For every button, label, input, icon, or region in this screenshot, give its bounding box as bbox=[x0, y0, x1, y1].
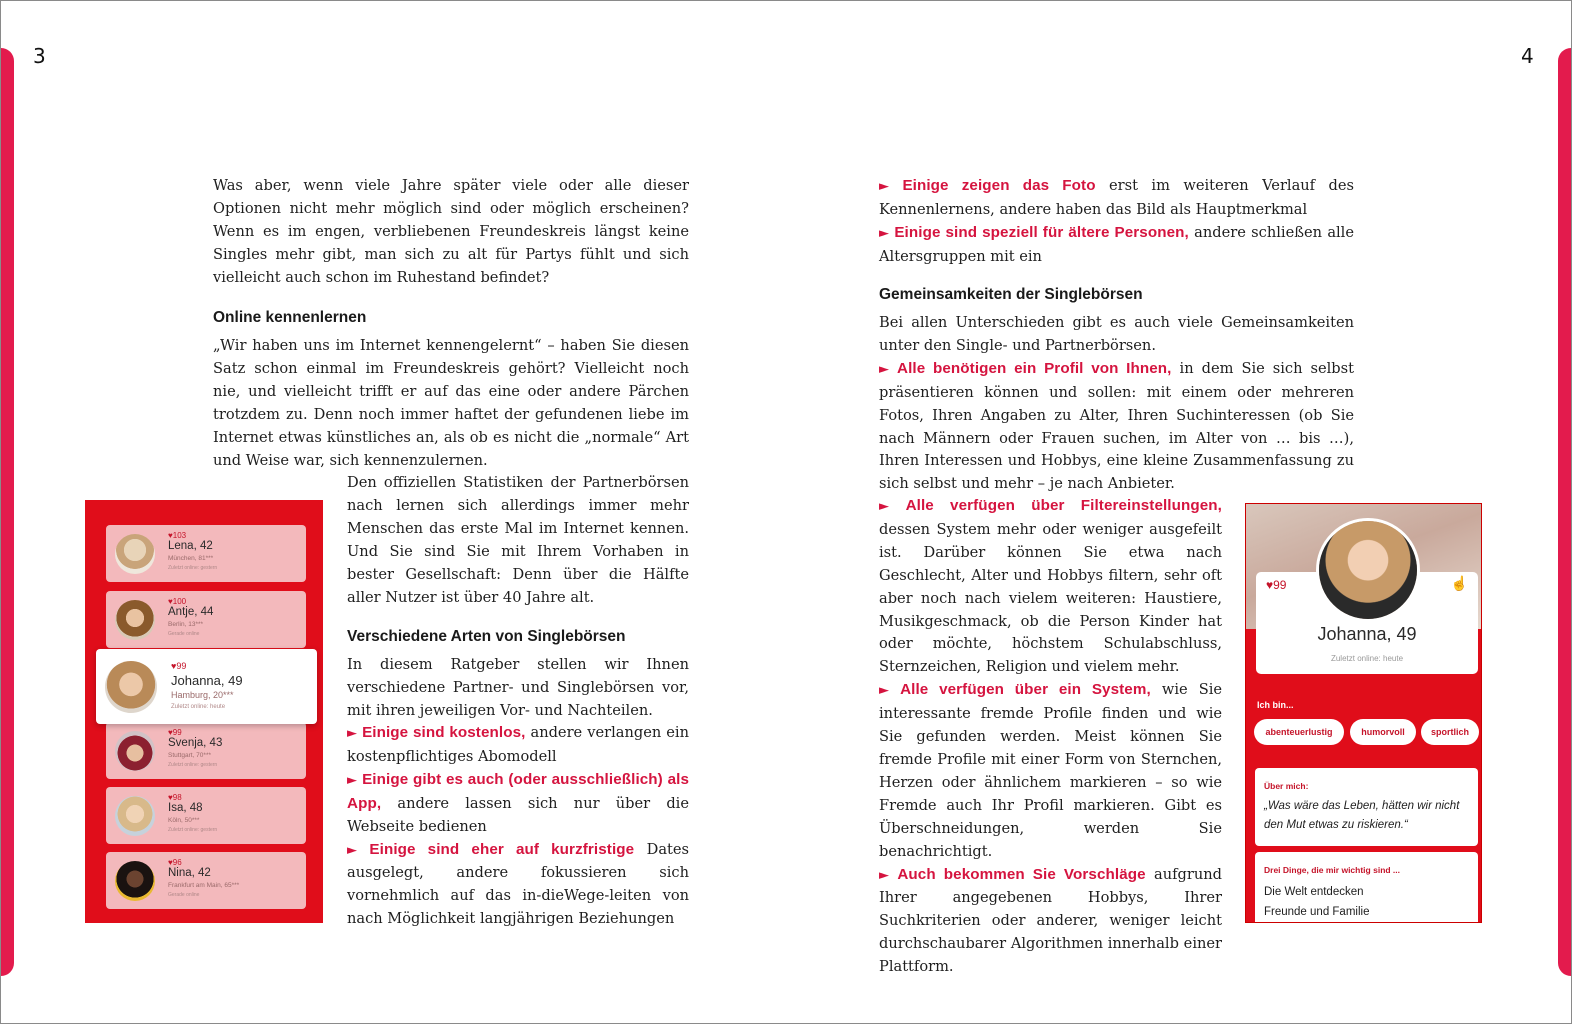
profile-card bbox=[106, 525, 306, 582]
profile-status: Gerade online bbox=[168, 631, 200, 637]
avatar bbox=[105, 661, 157, 713]
bullet-item: ► Auch bekommen Sie Vorschläge aufgrund Ihrer angegebenen Hobbys, Ihrer Suchkriterien oder anderer, weniger leicht durchschaubarer Algorithmen innerhalb einer Plattform. bbox=[879, 865, 1222, 976]
three-things-label: Drei Dinge, die mir wichtig sind ... bbox=[1264, 865, 1401, 875]
profile-name: Lena, 42 bbox=[168, 540, 213, 552]
about-label: Über mich: bbox=[1264, 781, 1309, 791]
avatar bbox=[115, 600, 155, 640]
profile-list-screenshot bbox=[85, 500, 323, 923]
arrow-icon: ► bbox=[879, 867, 889, 883]
profile-avatar bbox=[1316, 518, 1420, 622]
profile-card bbox=[106, 591, 306, 648]
list-item: Die Welt entdecken bbox=[1264, 886, 1364, 898]
right-main-text bbox=[879, 312, 1354, 496]
bullet-item: ► Einige gibt es auch (oder ausschließlich) als App, andere lassen sich nur über die Webseite bedienen bbox=[347, 770, 690, 835]
bullet-item: ► Alle verfügen über ein System, wie Sie interessante fremde Profile finden und wie Sie gefunden werden. Meist können Sie fremde Profile mit einer Form von Sternchen, Herzen oder ähnlichem markieren – so wie Fremde auch Ihr Profil markieren. Gibt es Überschneidungen, werden Sie benachrichtigt. bbox=[879, 681, 1223, 860]
likes-count: ♥98 bbox=[168, 793, 182, 802]
heading-online-kennenlernen: Online kennenlernen bbox=[213, 309, 367, 326]
profile-city: Frankfurt am Main, 65*** bbox=[168, 882, 240, 889]
profile-status: Zuletzt online: gestern bbox=[168, 565, 218, 571]
likes-count: ♥96 bbox=[168, 858, 182, 867]
left-bullet-list bbox=[347, 722, 689, 931]
tag-chip: abenteuerlustig bbox=[1254, 719, 1344, 745]
right-narrow-text bbox=[879, 495, 1222, 979]
intro-paragraph: Was aber, wenn viele Jahre später viele oder alle dieser Optionen nicht mehr möglich sind oder möglich erscheinen? Wenn es im engen, verbliebenen Freundeskreis längst keine Singles mehr gibt, man sich zu alt für Partys fühlt und sich vielleicht auch schon im Ruhestand befindet? bbox=[213, 177, 689, 286]
profile-card bbox=[106, 787, 306, 844]
tag-chip: humorvoll bbox=[1350, 719, 1416, 745]
profile-card-highlighted bbox=[96, 649, 317, 724]
about-me-box bbox=[1255, 768, 1478, 846]
arrow-icon: ► bbox=[879, 683, 889, 699]
arrow-icon: ► bbox=[879, 361, 889, 377]
profile-status: Zuletzt online: gestern bbox=[168, 762, 218, 768]
heading-gemeinsamkeiten: Gemeinsamkeiten der Singlebörsen bbox=[879, 286, 1143, 303]
bullet-item: ► Einige zeigen das Foto erst im weiteren Verlauf des Kennenlernens, andere haben das Bild als Hauptmerkmal bbox=[879, 177, 1354, 218]
arrow-icon: ► bbox=[879, 225, 889, 241]
like-hand-icon[interactable]: ☝ bbox=[1450, 576, 1468, 592]
profile-card bbox=[106, 722, 306, 779]
profile-status: Zuletzt online: gestern bbox=[168, 827, 218, 833]
arrow-icon: ► bbox=[879, 179, 889, 194]
bullet-item: ► Einige sind speziell für ältere Personen, andere schließen alle Altersgruppen mit ein bbox=[879, 223, 1354, 265]
paragraph-gemeinsamkeiten: Bei allen Unterschieden gibt es auch viele Gemeinsamkeiten unter den Single- und Partnerbörsen. bbox=[879, 314, 1354, 354]
left-edge-tab bbox=[1, 48, 14, 976]
three-things-box bbox=[1255, 852, 1478, 923]
page-number-left: 3 bbox=[33, 44, 46, 68]
profile-city: Berlin, 13*** bbox=[168, 621, 204, 628]
bullet-item: ► Alle benötigen ein Profil von Ihnen, in dem Sie sich selbst präsentieren können und sollen: mit einem oder mehreren Fotos, Ihren Angaben zu Alter, Ihren Suchinteressen (ob Sie nach Männern oder Frauen suchen, im Alter von … bis …), Ihren Interessen und Hobbys, eine kleine Zusammenfassung zu sich selbst und mehr – je nach Anbieter. bbox=[879, 359, 1355, 493]
three-things-list bbox=[1264, 882, 1369, 922]
arrow-icon: ► bbox=[879, 499, 889, 514]
avatar bbox=[115, 861, 155, 901]
paragraph-ratgeber: In diesem Ratgeber stellen wir Ihnen verschiedene Partner- und Singlebörsen vor, mit ihren jeweiligen Vor- und Nachteilen. bbox=[347, 656, 689, 719]
avatar bbox=[115, 796, 155, 836]
ich-bin-label: Ich bin... bbox=[1257, 700, 1294, 710]
likes-count: ♥103 bbox=[168, 531, 187, 540]
profile-name: Johanna, 49 bbox=[171, 673, 243, 688]
profile-name: Nina, 42 bbox=[168, 867, 211, 879]
profile-city: Stuttgart, 70*** bbox=[168, 752, 211, 759]
arrow-icon: ► bbox=[347, 772, 357, 788]
profile-name: Johanna, 49 bbox=[1317, 624, 1417, 644]
likes-count: ♥99 bbox=[168, 728, 182, 737]
profile-city: München, 81*** bbox=[168, 555, 214, 562]
paragraph-statistics: Den offiziellen Statistiken der Partnerbörsen nach lernen sich allerdings immer mehr Menschen das erste Mal im Internet kennen. Und Sie sind Sie mit Ihrem Vorhaben in bester Gesellschaft: Denn über die Hälfte aller Nutzer ist über 40 Jahre alt. bbox=[347, 474, 689, 606]
page-number-right: 4 bbox=[1521, 44, 1534, 68]
tag-chip: sportlich bbox=[1421, 719, 1479, 745]
profile-status: Gerade online bbox=[168, 892, 200, 898]
profile-city: Köln, 50*** bbox=[168, 817, 200, 824]
profile-detail-screenshot bbox=[1245, 503, 1482, 923]
avatar-photo bbox=[1319, 521, 1417, 619]
profile-city: Hamburg, 20*** bbox=[171, 690, 234, 700]
likes-count: ♥99 bbox=[1266, 578, 1287, 592]
avatar bbox=[115, 731, 155, 771]
profile-status: Zuletzt online: heute bbox=[1330, 654, 1404, 663]
bullet-item: ► Alle verfügen über Filtereinstellungen, dessen System mehr oder weniger ausgefeilt ist. Darüber können Sie etwa nach Geschlecht, Alter und Hobbys filtern, sehr oft aber noch nach vielem weiteren: Haustiere, Musikgeschmack, ob die Person Kinder hat oder möchte, höchstem Schulabschluss, Sternzeichen, Religion und vielem mehr. bbox=[879, 497, 1223, 676]
right-top-bullets bbox=[879, 175, 1354, 269]
arrow-icon: ► bbox=[347, 726, 357, 741]
list-item: Freunde und Familie bbox=[1264, 906, 1370, 918]
avatar bbox=[115, 534, 155, 574]
paragraph-online: „Wir haben uns im Internet kennengelernt“ – haben Sie diesen Satz schon einmal im Freundeskreis gehört? Vielleicht noch nie, und vielleicht trifft er auf das eine oder andere Pärchen trotzdem zu. Denn noch immer haftet der gefundenen liebe im Internet etwas künstliches an, als ob es nicht die „normale“ Art und Weise war, sich kennenzulernen. bbox=[213, 337, 689, 469]
likes-count: ♥99 bbox=[171, 661, 187, 671]
likes-count: ♥100 bbox=[168, 597, 187, 606]
about-quote: „Was wäre das Leben, hätten wir nicht den Mut etwas zu riskieren.“ bbox=[1264, 800, 1460, 831]
arrow-icon: ► bbox=[347, 842, 357, 858]
profile-card bbox=[106, 852, 306, 909]
profile-status: Zuletzt online: heute bbox=[171, 704, 226, 710]
profile-name: Antje, 44 bbox=[168, 606, 214, 618]
heading-verschiedene-arten: Verschiedene Arten von Singlebörsen bbox=[347, 628, 626, 645]
bullet-item: ► Einige sind eher auf kurzfristige Dates ausgelegt, andere fokussieren sich vornehmlich auf das in-dieWege-leiten von nach Möglichkeit langjährigen Beziehungen bbox=[347, 840, 690, 928]
bullet-item: ► Einige sind kostenlos, andere verlangen ein kostenpflichtiges Abomodell bbox=[347, 724, 689, 765]
profile-name: Isa, 48 bbox=[168, 802, 203, 814]
profile-name: Svenja, 43 bbox=[168, 737, 223, 749]
right-edge-tab bbox=[1558, 48, 1571, 976]
